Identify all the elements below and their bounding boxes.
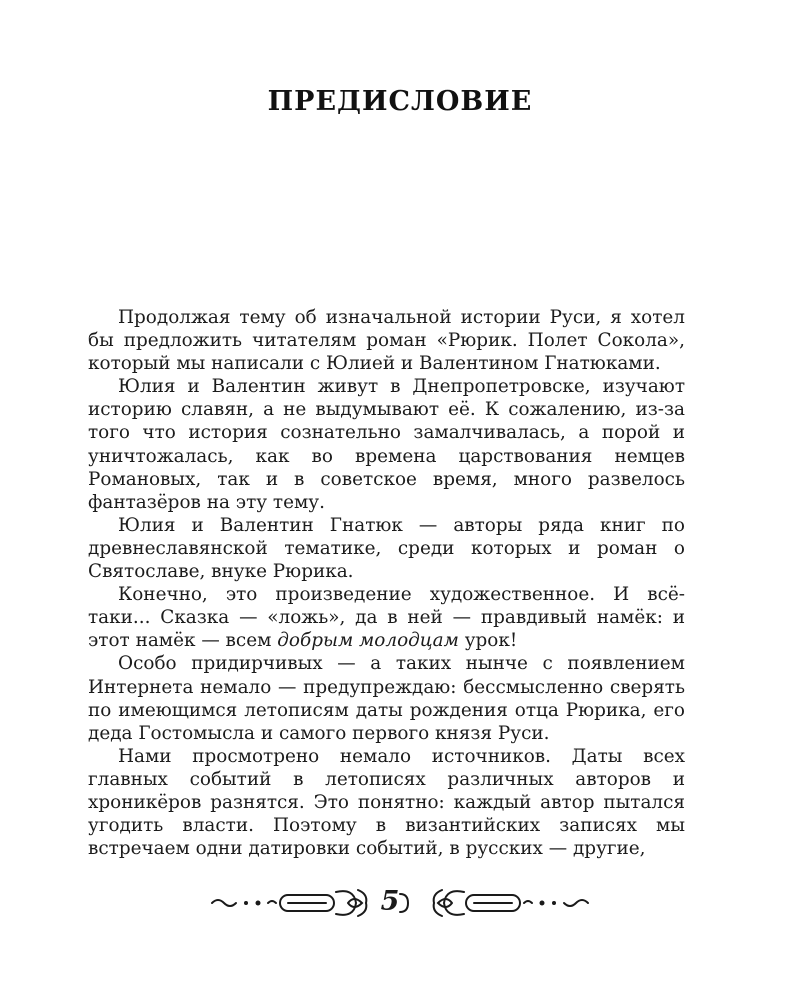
paragraph-6: Нами просмотрено немало источников. Даты всех главных событий в летописях различных авторов и хроникёров разнятся. Это понятно: каждый автор пытался угодить власти. Поэтому в византийских записях мы встречаем одни датировки событий, в русских — другие, (88, 745, 685, 860)
page-title: ПРЕДИСЛОВИЕ (267, 86, 533, 117)
paragraph-4-end: урок! (458, 630, 518, 652)
paragraph-4-start: Конечно, это произведение художественное. И всё-таки... Сказка — «ложь», да в ней — правдивый намёк: и этот намёк — всем (88, 584, 685, 652)
paragraph-4 (88, 583, 685, 652)
page-number: 5 (380, 886, 400, 917)
body-text (88, 306, 685, 860)
paragraph-3: Юлия и Валентин Гнатюк — авторы ряда книг по древнеславянской тематике, среди которых и роман о Святославе, внуке Рюрика. (88, 514, 685, 583)
paragraph-1: Продолжая тему об изначальной истории Руси, я хотел бы предложить читателям роман «Рюрик. Полет Сокола», который мы написали с Юлией и Валентином Гнатюками. (88, 307, 685, 375)
page-footer (0, 880, 800, 926)
paragraph-4-italic: добрым молодцам (277, 630, 459, 652)
paragraph-2: Юлия и Валентин живут в Днепропетровске, изучают историю славян, а не выдумывают её. К сожалению, из-за того что история сознательно замалчивалась, а порой и уничтожалась, как во времена царствования немцев Романовых, так и в советское время, много развелось фантазёров на эту тему. (88, 376, 685, 513)
paragraph-5: Особо придирчивых — а таких нынче с появлением Интернета немало — предупреждаю: бессмысленно сверять по имеющимся летописям даты рождения отца Рюрика, его деда Гостомысла и самого первого князя Руси. (88, 653, 685, 744)
